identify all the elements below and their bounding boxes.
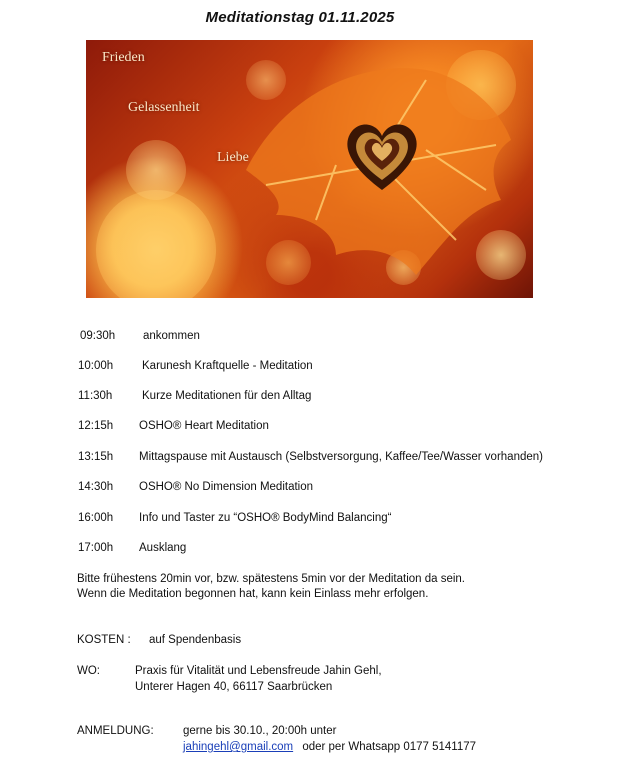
schedule-time: 12:15h [78,420,114,432]
kosten-label: KOSTEN : [77,634,131,646]
schedule-desc: Mittagspause mit Austausch (Selbstversorgung, Kaffee/Tee/Wasser vorhanden) [139,451,543,463]
hero-image [86,40,533,298]
kosten-value: auf Spendenbasis [149,634,242,646]
heart-icon [342,118,422,194]
hero-word-frieden: Frieden [102,50,145,65]
schedule-time: 14:30h [78,481,114,493]
schedule-desc: Info und Taster zu “OSHO® BodyMind Balancing“ [139,512,392,524]
arrival-note [77,572,465,602]
wo-address-line1: Praxis für Vitalität und Lebensfreude Jahin Gehl, [135,665,382,677]
email-link[interactable]: jahingehl@gmail.com [183,741,294,753]
anmeldung-line2 [183,740,476,755]
schedule-time: 16:00h [78,512,114,524]
schedule-desc: ankommen [143,330,200,342]
kosten-section [77,633,242,648]
schedule-desc: Kurze Meditationen für den Alltag [142,390,312,402]
wo-section [77,664,382,693]
wo-label: WO: [77,665,100,677]
page-title: Meditationstag 01.11.2025 [205,9,395,26]
schedule-desc: Karunesh Kraftquelle - Meditation [142,360,313,372]
schedule-time: 11:30h [78,390,113,402]
wo-address-line2: Unterer Hagen 40, 66117 Saarbrücken [135,681,333,693]
schedule-time: 17:00h [78,542,114,554]
hero-word-gelassenheit: Gelassenheit [128,100,200,115]
whatsapp-text: oder per Whatsapp 0177 5141177 [302,741,477,753]
arrival-note-line1: Bitte frühestens 20min vor, bzw. spätestens 5min vor der Meditation da sein. [77,573,466,585]
schedule-desc: OSHO® Heart Meditation [139,420,269,432]
arrival-note-line2: Wenn die Meditation begonnen hat, kann kein Einlass mehr erfolgen. [77,588,429,600]
anmeldung-section [77,724,477,753]
schedule-time: 13:15h [78,451,114,463]
anmeldung-line1: gerne bis 30.10., 20:00h unter [183,725,337,737]
anmeldung-label: ANMELDUNG: [77,725,154,737]
schedule-desc: Ausklang [139,542,187,554]
schedule-desc: OSHO® No Dimension Meditation [139,481,314,493]
schedule-time: 09:30h [80,330,116,342]
hero-word-liebe: Liebe [217,150,249,165]
schedule-time: 10:00h [78,360,114,372]
